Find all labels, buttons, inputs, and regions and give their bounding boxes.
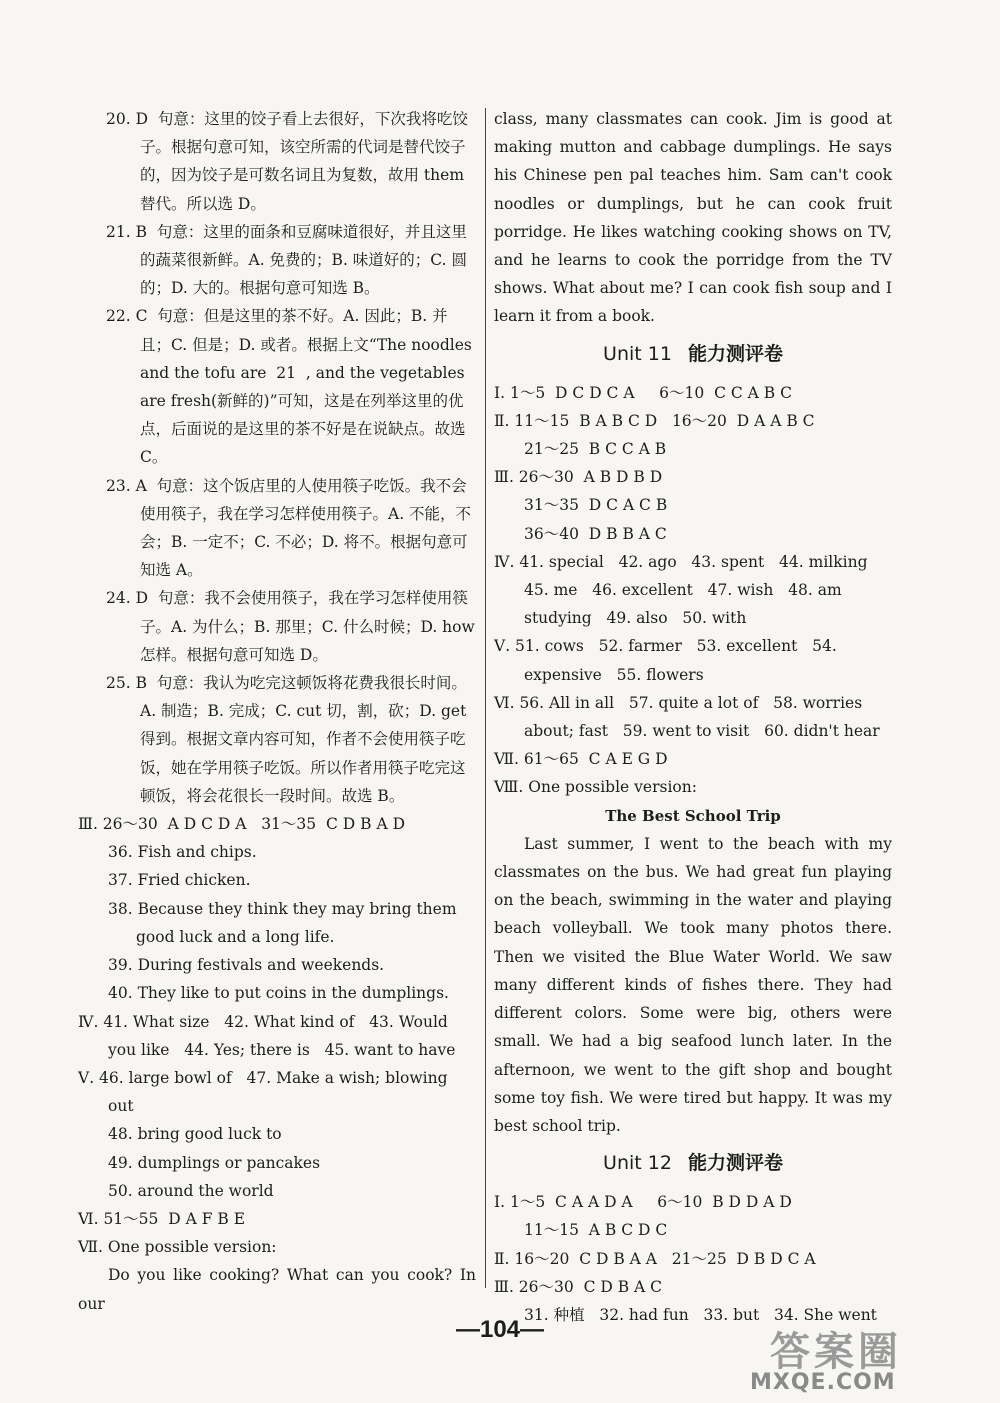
watermark-logo: 答案圈 xyxy=(770,1329,902,1375)
sub-answer: 31. 种植 32. had fun 33. but 34. She went xyxy=(524,1305,877,1324)
section-answer: Ⅵ. 51～55 D A F B E xyxy=(78,1209,246,1228)
section-answer: Ⅱ. 16～20 C D B A A 21～25 D B D C A xyxy=(494,1249,816,1268)
sub-answer: 37. Fried chicken. xyxy=(108,871,251,890)
essay-paragraph: class, many classmates can cook. Jim is good at making mutton and cabbage dumplings. He says his Chinese pen pal teaches him. Sam can't cook noodles or dumplings, but he can cook fruit porridge. He likes watching cooking shows on TV, and he learns to cook the porridge from the TV shows. What about me? I can cook fish soup and I learn it from a book. xyxy=(494,110,897,326)
section-answer: Ⅰ. 1～5 C A A D A 6～10 B D D A D xyxy=(494,1193,792,1212)
unit-title: 能力测评卷 xyxy=(687,342,783,365)
sub-answer: 48. bring good luck to xyxy=(108,1125,282,1144)
sub-answer: 49. dumplings or pancakes xyxy=(108,1153,321,1172)
essay-title: The Best School Trip xyxy=(605,806,781,825)
unit-heading xyxy=(494,339,892,369)
column-divider xyxy=(485,108,486,1288)
essay-paragraph: Do you like cooking? What can you cook? In our xyxy=(78,1266,481,1313)
sub-answer: 38. Because they think they may bring them good luck and a long life. xyxy=(108,899,462,946)
sub-answer: 50. around the world xyxy=(108,1181,274,1200)
answer-item: 20. D 句意：这里的饺子看上去很好，下次我将吃饺子。根据句意可知，该空所需的代词是替代饺子的，因为饺子是可数名词且为复数，故用 them 替代。所以选 D。 xyxy=(106,110,469,213)
unit-heading xyxy=(494,1148,892,1178)
page-number: —104— xyxy=(455,1316,545,1343)
essay-paragraph: Last summer, I went to the beach with my classmates on the bus. We had great fun playing on the beach, swimming in the water and playing beach volleyball. We took many photos there. Then we visited the Blue Water World. We saw many different kinds of fishes there. They had different colors. Some were big, others were small. We had a big seafood lunch later. In the afternoon, we went to the gift shop and bought some toy fish. We were tired but happy. It was my best school trip. xyxy=(494,834,897,1135)
section-answer: Ⅳ. 41. What size 42. What kind of 43. Would you like 44. Yes; there is 45. want to have xyxy=(78,1012,456,1059)
sub-answer: 36～40 D B B A C xyxy=(524,524,667,543)
section-answer: Ⅳ. 41. special 42. ago 43. spent 44. milking 45. me 46. excellent 47. wish 48. am studying 49. also 50. with xyxy=(494,552,883,628)
answer-item: 22. C 句意：但是这里的茶不好。A. 因此；B. 并且；C. 但是；D. 或者。根据上文“The noodles and the tofu are 21 , and the vegetables are fresh(新鲜的)”可知，这是在列举这里的优点，后面说的是这里的茶不好是在说缺点。故选 C。 xyxy=(106,307,477,467)
sub-answer: 31～35 D C A C B xyxy=(524,496,668,515)
answer-item: 21. B 句意：这里的面条和豆腐味道很好，并且这里的蔬菜很新鲜。A. 免费的；B. 味道好的；C. 圆的；D. 大的。根据句意可知选 B。 xyxy=(106,222,467,298)
section-answer: Ⅲ. 26～30 C D B A C xyxy=(494,1277,663,1296)
sub-answer: 21～25 B C C A B xyxy=(524,440,667,459)
section-answer: Ⅴ. 46. large bowl of 47. Make a wish; blowing out xyxy=(78,1068,453,1116)
unit-label: Unit 11 xyxy=(603,342,672,365)
section-answer: Ⅶ. One possible version: xyxy=(78,1238,277,1257)
unit-title: 能力测评卷 xyxy=(687,1152,783,1175)
section-answer: Ⅲ. 26～30 A B D B D xyxy=(494,468,663,487)
unit-label: Unit 12 xyxy=(603,1152,672,1175)
section-answer: Ⅱ. 11～15 B A B C D 16～20 D A A B C xyxy=(494,411,815,430)
right-column xyxy=(494,105,897,1329)
watermark-url: MXQE.COM xyxy=(750,1370,896,1395)
sub-answer: 11～15 A B C D C xyxy=(524,1221,668,1240)
answer-item: 23. A 句意：这个饭店里的人使用筷子吃饭。我不会使用筷子，我在学习怎样使用筷子。A. 不能，不会；B. 一定不；C. 不必；D. 将不。根据句意可知选 A。 xyxy=(106,476,472,580)
section-answer: Ⅴ. 51. cows 52. farmer 53. excellent 54. expensive 55. flowers xyxy=(494,637,842,684)
section-answer: Ⅶ. 61～65 C A E G D xyxy=(494,750,668,769)
section-answer: Ⅰ. 1～5 D C D C A 6～10 C C A B C xyxy=(494,383,792,402)
answer-item: 24. D 句意：我不会使用筷子，我在学习怎样使用筷子。A. 为什么；B. 那里；C. 什么时候；D. how 怎样。根据句意可知选 D。 xyxy=(106,589,480,664)
section-answer: Ⅵ. 56. All in all 57. quite a lot of 58. worries about; fast 59. went to visit 60. didn't hear xyxy=(494,693,880,741)
left-column xyxy=(78,105,481,1318)
sub-answer: 36. Fish and chips. xyxy=(108,843,257,862)
sub-answer: 40. They like to put coins in the dumplings. xyxy=(108,984,449,1003)
section-answer: Ⅲ. 26～30 A D C D A 31～35 C D B A D xyxy=(78,815,405,834)
answer-item: 25. B 句意：我认为吃完这顿饭将花费我很长时间。A. 制造；B. 完成；C. cut 切，割，砍；D. get 得到。根据文章内容可知，作者不会使用筷子吃饭，她在学用筷子吃饭。所以作者用筷子吃完这顿饭，将会花很长一段时间。故选 B。 xyxy=(106,674,472,805)
section-answer: Ⅷ. One possible version: xyxy=(494,778,697,797)
sub-answer: 39. During festivals and weekends. xyxy=(108,956,385,975)
